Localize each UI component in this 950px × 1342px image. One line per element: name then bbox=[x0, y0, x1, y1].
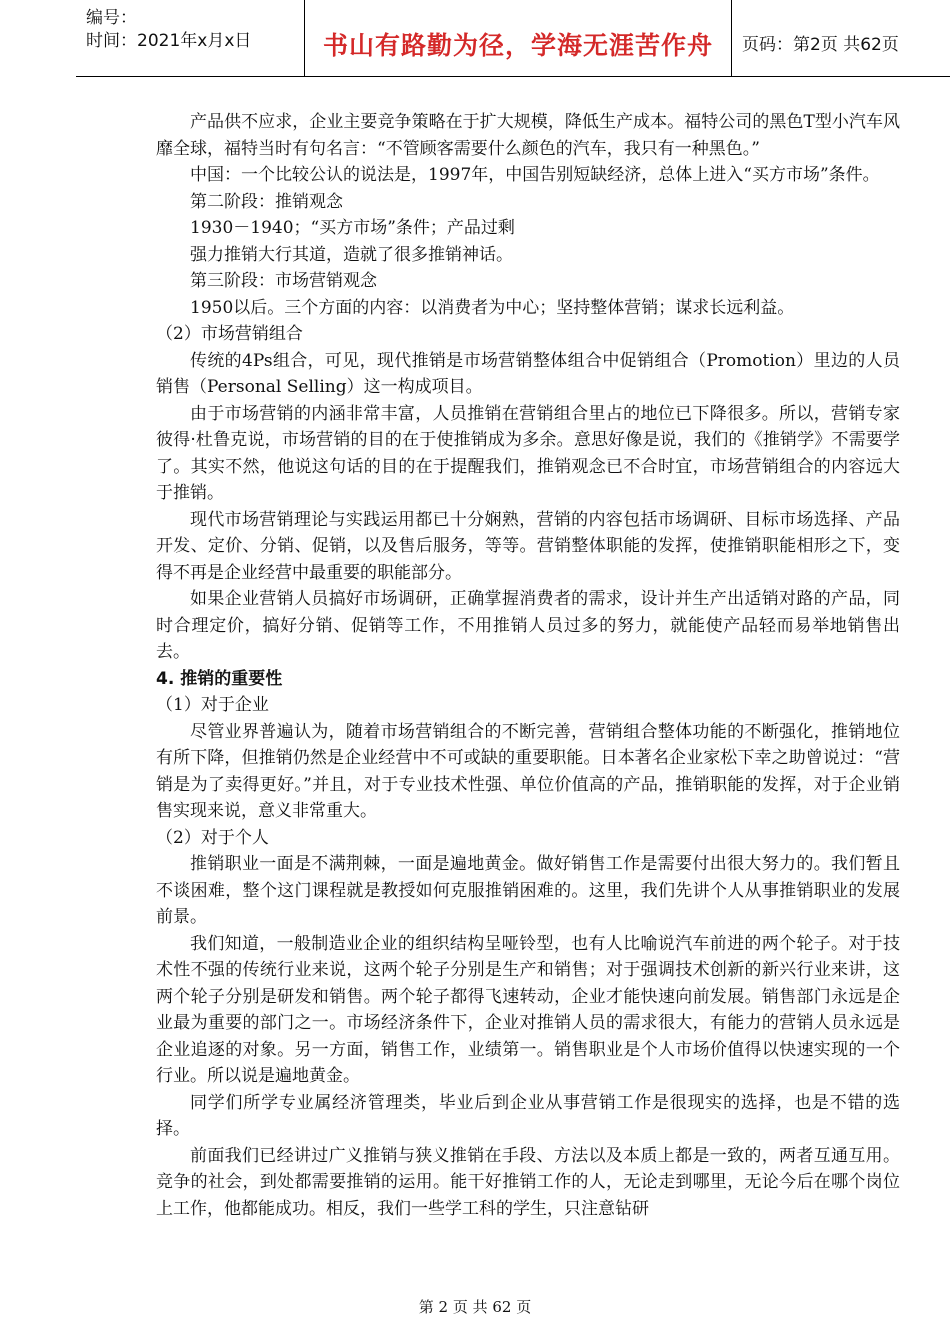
motto-text: 书山有路勤为径，学海无涯苦作舟 bbox=[322, 31, 713, 60]
time-label: 时间：2021年x月x日 bbox=[86, 31, 252, 51]
header-motto-cell bbox=[305, 0, 732, 76]
paragraph: 中国：一个比较公认的说法是，1997年，中国告别短缺经济，总体上进入“买方市场”条件。 bbox=[190, 165, 880, 185]
paragraph: 现代市场营销理论与实践运用都已十分娴熟，营销的内容包括市场调研、目标市场选择、产品开发、定价、分销、促销，以及售后服务，等等。营销整体职能的发挥，使推销职能相形之下，变得不再是企业经营中最重要的职能部分。 bbox=[156, 509, 900, 583]
page-code: 页码：第2页 共62页 bbox=[742, 35, 899, 55]
paragraph: 强力推销大行其道，造就了很多推销神话。 bbox=[190, 244, 513, 265]
paragraph: 产品供不应求，企业主要竞争策略在于扩大规模，降低生产成本。福特公司的黑色T型小汽车风靡全球，福特当时有句名言：“不管顾客需要什么颜色的汽车，我只有一种黑色。” bbox=[156, 112, 900, 159]
paragraph: 1950以后。三个方面的内容：以消费者为中心；坚持整体营销；谋求长远利益。 bbox=[190, 297, 795, 318]
paragraph: 如果企业营销人员搞好市场调研，正确掌握消费者的需求，设计并生产出适销对路的产品，同时合理定价，搞好分销、促销等工作，不用推销人员过多的努力，就能使产品轻而易举地销售出去。 bbox=[156, 589, 900, 662]
subsection-heading: （1）对于企业 bbox=[156, 695, 269, 715]
header-meta-cell bbox=[76, 0, 305, 76]
page-header bbox=[76, 0, 950, 77]
paragraph: 前面我们已经讲过广义推销与狭义推销在手段、方法以及本质上都是一致的，两者互通互用。竞争的社会，到处都需要推销的运用。能干好推销工作的人，无论走到哪里，无论今后在哪个岗位上工作，他都能成功。相反，我们一些学工科的学生，只注意钻研 bbox=[156, 1145, 900, 1219]
header-page-cell bbox=[732, 0, 950, 76]
paragraph: 传统的4Ps组合，可见，现代推销是市场营销整体组合中促销组合（Promotion）里边的人员销售（Personal Selling）这一构成项目。 bbox=[156, 350, 900, 397]
paragraph: 由于市场营销的内涵非常丰富，人员推销在营销组合里占的地位已下降很多。所以，营销专家彼得·杜鲁克说，市场营销的目的在于使推销成为多余。意思好像是说，我们的《推销学》不需要学了。其实不然，他说这句话的目的在于提醒我们，推销观念已不合时宜，市场营销组合的内容远大于推销。 bbox=[156, 403, 900, 503]
document-body bbox=[156, 109, 900, 1222]
subsection-heading: （2）对于个人 bbox=[156, 827, 269, 848]
paragraph: 推销职业一面是不满荆棘，一面是遍地黄金。做好销售工作是需要付出很大努力的。我们暂且不谈困难，整个这门课程就是教授如何克服推销困难的。这里，我们先讲个人从事推销职业的发展前景。 bbox=[156, 854, 900, 927]
paragraph: 1930－1940；“买方市场”条件；产品过剩 bbox=[190, 218, 515, 238]
paragraph: 尽管业界普遍认为，随着市场营销组合的不断完善，营销组合整体功能的不断强化，推销地位有所下降，但推销仍然是企业经营中不可或缺的重要职能。日本著名企业家松下幸之助曾说过：“营销是为了卖得更好。”并且，对于专业技术性强、单位价值高的产品，推销职能的发挥，对于企业销售实现来说，意义非常重大。 bbox=[156, 721, 900, 821]
page-footer: 第 2 页 共 62 页 bbox=[418, 1298, 532, 1316]
number-label: 编号： bbox=[86, 8, 137, 28]
subsection-heading: （2）市场营销组合 bbox=[156, 324, 303, 344]
paragraph: 同学们所学专业属经济管理类，毕业后到企业从事营销工作是很现实的选择，也是不错的选择。 bbox=[156, 1092, 900, 1139]
paragraph: 我们知道，一般制造业企业的组织结构呈哑铃型，也有人比喻说汽车前进的两个轮子。对于技术性不强的传统行业来说，这两个轮子分别是生产和销售；对于强调技术创新的新兴行业来讲，这两个轮子分别是研发和销售。两个轮子都得飞速转动，企业才能快速向前发展。销售部门永远是企业最为重要的部门之一。市场经济条件下，企业对推销人员的需求很大，有能力的营销人员永远是企业追逐的对象。另一方面，销售工作，业绩第一。销售职业是个人市场价值得以快速实现的一个行业。所以说是遍地黄金。 bbox=[156, 933, 900, 1086]
stage-heading: 第二阶段：推销观念 bbox=[190, 191, 343, 212]
stage-heading: 第三阶段：市场营销观念 bbox=[190, 271, 377, 291]
section-heading: 4. 推销的重要性 bbox=[156, 668, 283, 689]
